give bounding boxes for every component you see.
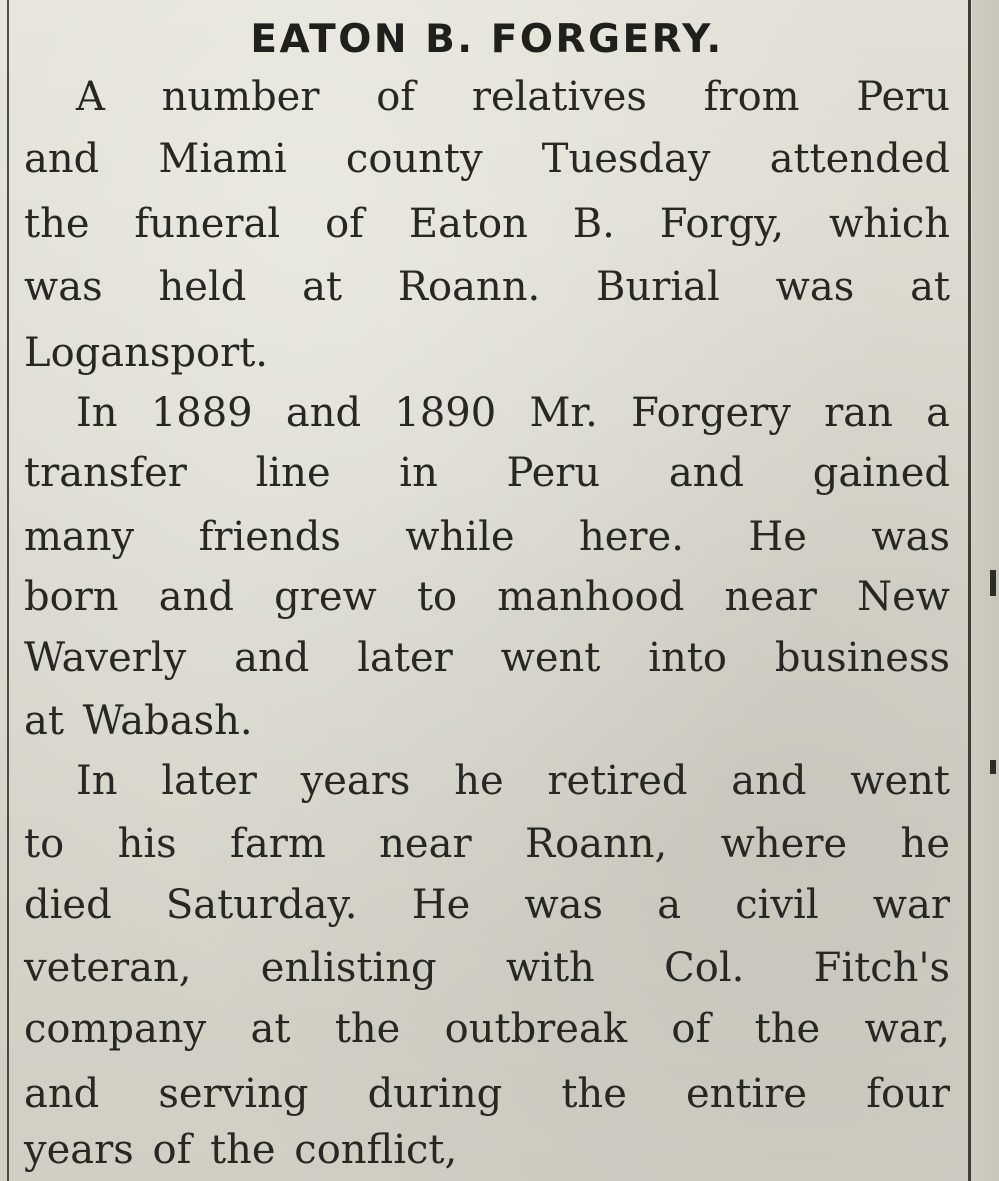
article-line: In 1889 and 1890 Mr. Forgery ran a bbox=[76, 390, 950, 436]
article-line: the funeral of Eaton B. Forgy, which bbox=[24, 201, 950, 247]
article-column bbox=[24, 0, 950, 1181]
article-line: years of the conflict, bbox=[24, 1127, 458, 1173]
article-headline: EATON B. FORGERY. bbox=[250, 17, 724, 62]
column-rule-right bbox=[968, 0, 971, 1181]
article-line: born and grew to manhood near New bbox=[24, 574, 950, 620]
adjacent-column-mark bbox=[990, 570, 996, 596]
article-line: and Miami county Tuesday attended bbox=[24, 136, 950, 182]
article-line: many friends while here. He was bbox=[24, 514, 950, 560]
column-rule-left bbox=[7, 0, 9, 1181]
article-line: died Saturday. He was a civil war bbox=[24, 882, 950, 928]
adjacent-column-mark bbox=[990, 760, 996, 774]
article-line: to his farm near Roann, where he bbox=[24, 821, 950, 867]
article-line: veteran, enlisting with Col. Fitch's bbox=[24, 945, 950, 991]
article-line: and serving during the entire four bbox=[24, 1071, 950, 1117]
article-line: In later years he retired and went bbox=[76, 758, 950, 804]
article-line: A number of relatives from Peru bbox=[76, 74, 950, 120]
article-line: company at the outbreak of the war, bbox=[24, 1006, 950, 1052]
article-line: transfer line in Peru and gained bbox=[24, 450, 950, 496]
article-line: at Wabash. bbox=[24, 698, 253, 744]
article-line: Waverly and later went into business bbox=[24, 635, 950, 681]
article-line: was held at Roann. Burial was at bbox=[24, 264, 950, 310]
article-line: Logansport. bbox=[24, 330, 268, 376]
